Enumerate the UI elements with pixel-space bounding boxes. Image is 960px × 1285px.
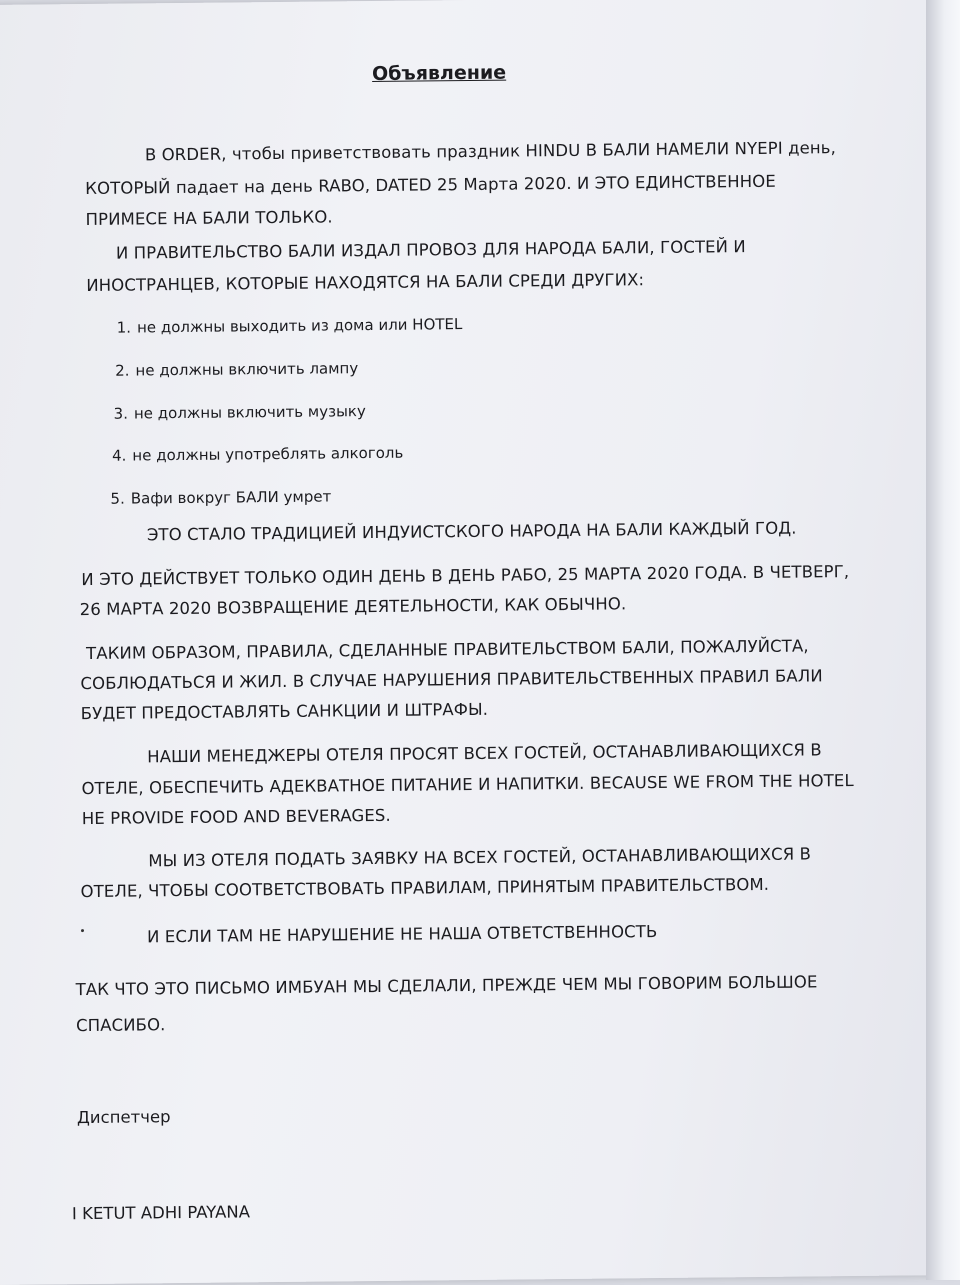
rule-text: Вафи вокруг БАЛИ умрет — [130, 487, 332, 508]
rule-text: не должны включить лампу — [135, 359, 359, 380]
paragraph-1-line-1: В ORDER, чтобы приветствовать праздник HINDU В БАЛИ НАМЕЛИ NYEPI день, — [144, 138, 837, 165]
paragraph-9-line-1: ТАК ЧТО ЭТО ПИСЬМО ИМБУАН МЫ СДЕЛАЛИ, ПРЕЖДЕ ЧЕМ МЫ ГОВОРИМ БОЛЬШОЕ — [75, 972, 818, 1000]
rule-item-5 — [110, 486, 331, 508]
rule-item-4 — [112, 443, 403, 466]
rule-text: не должны включить музыку — [133, 402, 366, 423]
paragraph-1-line-3: ПРИМЕСЕ НА БАЛИ ТОЛЬКО. — [85, 207, 333, 230]
paragraph-1-line-2: КОТОРЫЙ падает на день RABO, DATED 25 Марта 2020. И ЭТО ЕДИНСТВЕННОЕ — [85, 171, 776, 199]
rule-number: 4. — [111, 446, 127, 465]
paragraph-4-line-1: И ЭТО ДЕЙСТВУЕТ ТОЛЬКО ОДИН ДЕНЬ В ДЕНЬ РАБО, 25 МАРТА 2020 ГОДА. В ЧЕТВЕРГ, — [81, 562, 850, 590]
rule-number: 5. — [110, 489, 125, 508]
rule-number: 2. — [115, 361, 130, 380]
rule-item-3 — [114, 401, 366, 424]
paragraph-6-line-3: HE PROVIDE FOOD AND BEVERAGES. — [81, 805, 391, 829]
paragraph-7-line-2: ОТЕЛЕ, ЧТОБЫ СООТВЕТСТВОВАТЬ ПРАВИЛАМ, ПРИНЯТЫМ ПРАВИТЕЛЬСТВОМ. — [80, 874, 770, 902]
stray-mark — [81, 929, 84, 932]
paragraph-6-line-2: ОТЕЛЕ, ОБЕСПЕЧИТЬ АДЕКВАТНОЕ ПИТАНИЕ И НАПИТКИ. BECAUSE WE FROM THE HOTEL — [81, 770, 854, 799]
signature-name: I KETUT ADHI PAYANA — [71, 1202, 251, 1224]
paragraph-5-line-3: БУДЕТ ПРЕДОСТАВЛЯТЬ САНКЦИИ И ШТРАФЫ. — [80, 699, 489, 724]
background-edge — [926, 0, 960, 1280]
rule-item-2 — [115, 358, 358, 381]
paragraph-3: ЭТО СТАЛО ТРАДИЦИЕЙ ИНДУИСТСКОГО НАРОДА НА БАЛИ КАЖДЫЙ ГОД. — [146, 518, 797, 545]
paragraph-8: И ЕСЛИ ТАМ НЕ НАРУШЕНИЕ НЕ НАША ОТВЕТСТВЕННОСТЬ — [146, 922, 658, 947]
paragraph-4-line-2: 26 МАРТА 2020 ВОЗВРАЩЕНИЕ ДЕЯТЕЛЬНОСТИ, КАК ОБЫЧНО. — [79, 594, 627, 620]
rule-text: не должны выходить из дома или HOTEL — [136, 315, 463, 337]
rule-text: не должны употреблять алкоголь — [132, 443, 404, 465]
paragraph-5-line-2: СОБЛЮДАТЬСЯ И ЖИЛ. В СЛУЧАЕ НАРУШЕНИЯ ПРАВИТЕЛЬСТВЕННЫХ ПРАВИЛ БАЛИ — [80, 666, 823, 694]
rule-item-1 — [117, 314, 463, 338]
paragraph-9-line-2: СПАСИБО. — [75, 1015, 166, 1036]
rule-number: 1. — [116, 318, 132, 337]
signature-role: Диспетчер — [76, 1107, 171, 1128]
paragraph-2-line-2: ИНОСТРАНЦЕВ, КОТОРЫЕ НАХОДЯТСЯ НА БАЛИ СРЕДИ ДРУГИХ: — [86, 270, 645, 295]
paragraph-5-line-1: ТАКИМ ОБРАЗОМ, ПРАВИЛА, СДЕЛАННЫЕ ПРАВИТЕЛЬСТВОМ БАЛИ, ПОЖАЛУЙСТА, — [86, 636, 809, 664]
paragraph-2-line-1: И ПРАВИТЕЛЬСТВО БАЛИ ИЗДАЛ ПРОВОЗ ДЛЯ НАРОДА БАЛИ, ГОСТЕЙ И — [115, 237, 746, 263]
rule-number: 3. — [113, 404, 129, 423]
paragraph-6-line-1: НАШИ МЕНЕДЖЕРЫ ОТЕЛЯ ПРОСЯТ ВСЕХ ГОСТЕЙ, ОСТАНАВЛИВАЮЩИХСЯ В — [147, 740, 822, 767]
paragraph-7-line-1: МЫ ИЗ ОТЕЛЯ ПОДАТЬ ЗАЯВКУ НА ВСЕХ ГОСТЕЙ, ОСТАНАВЛИВАЮЩИХСЯ В — [148, 844, 812, 871]
document-title: Объявление — [371, 61, 507, 85]
